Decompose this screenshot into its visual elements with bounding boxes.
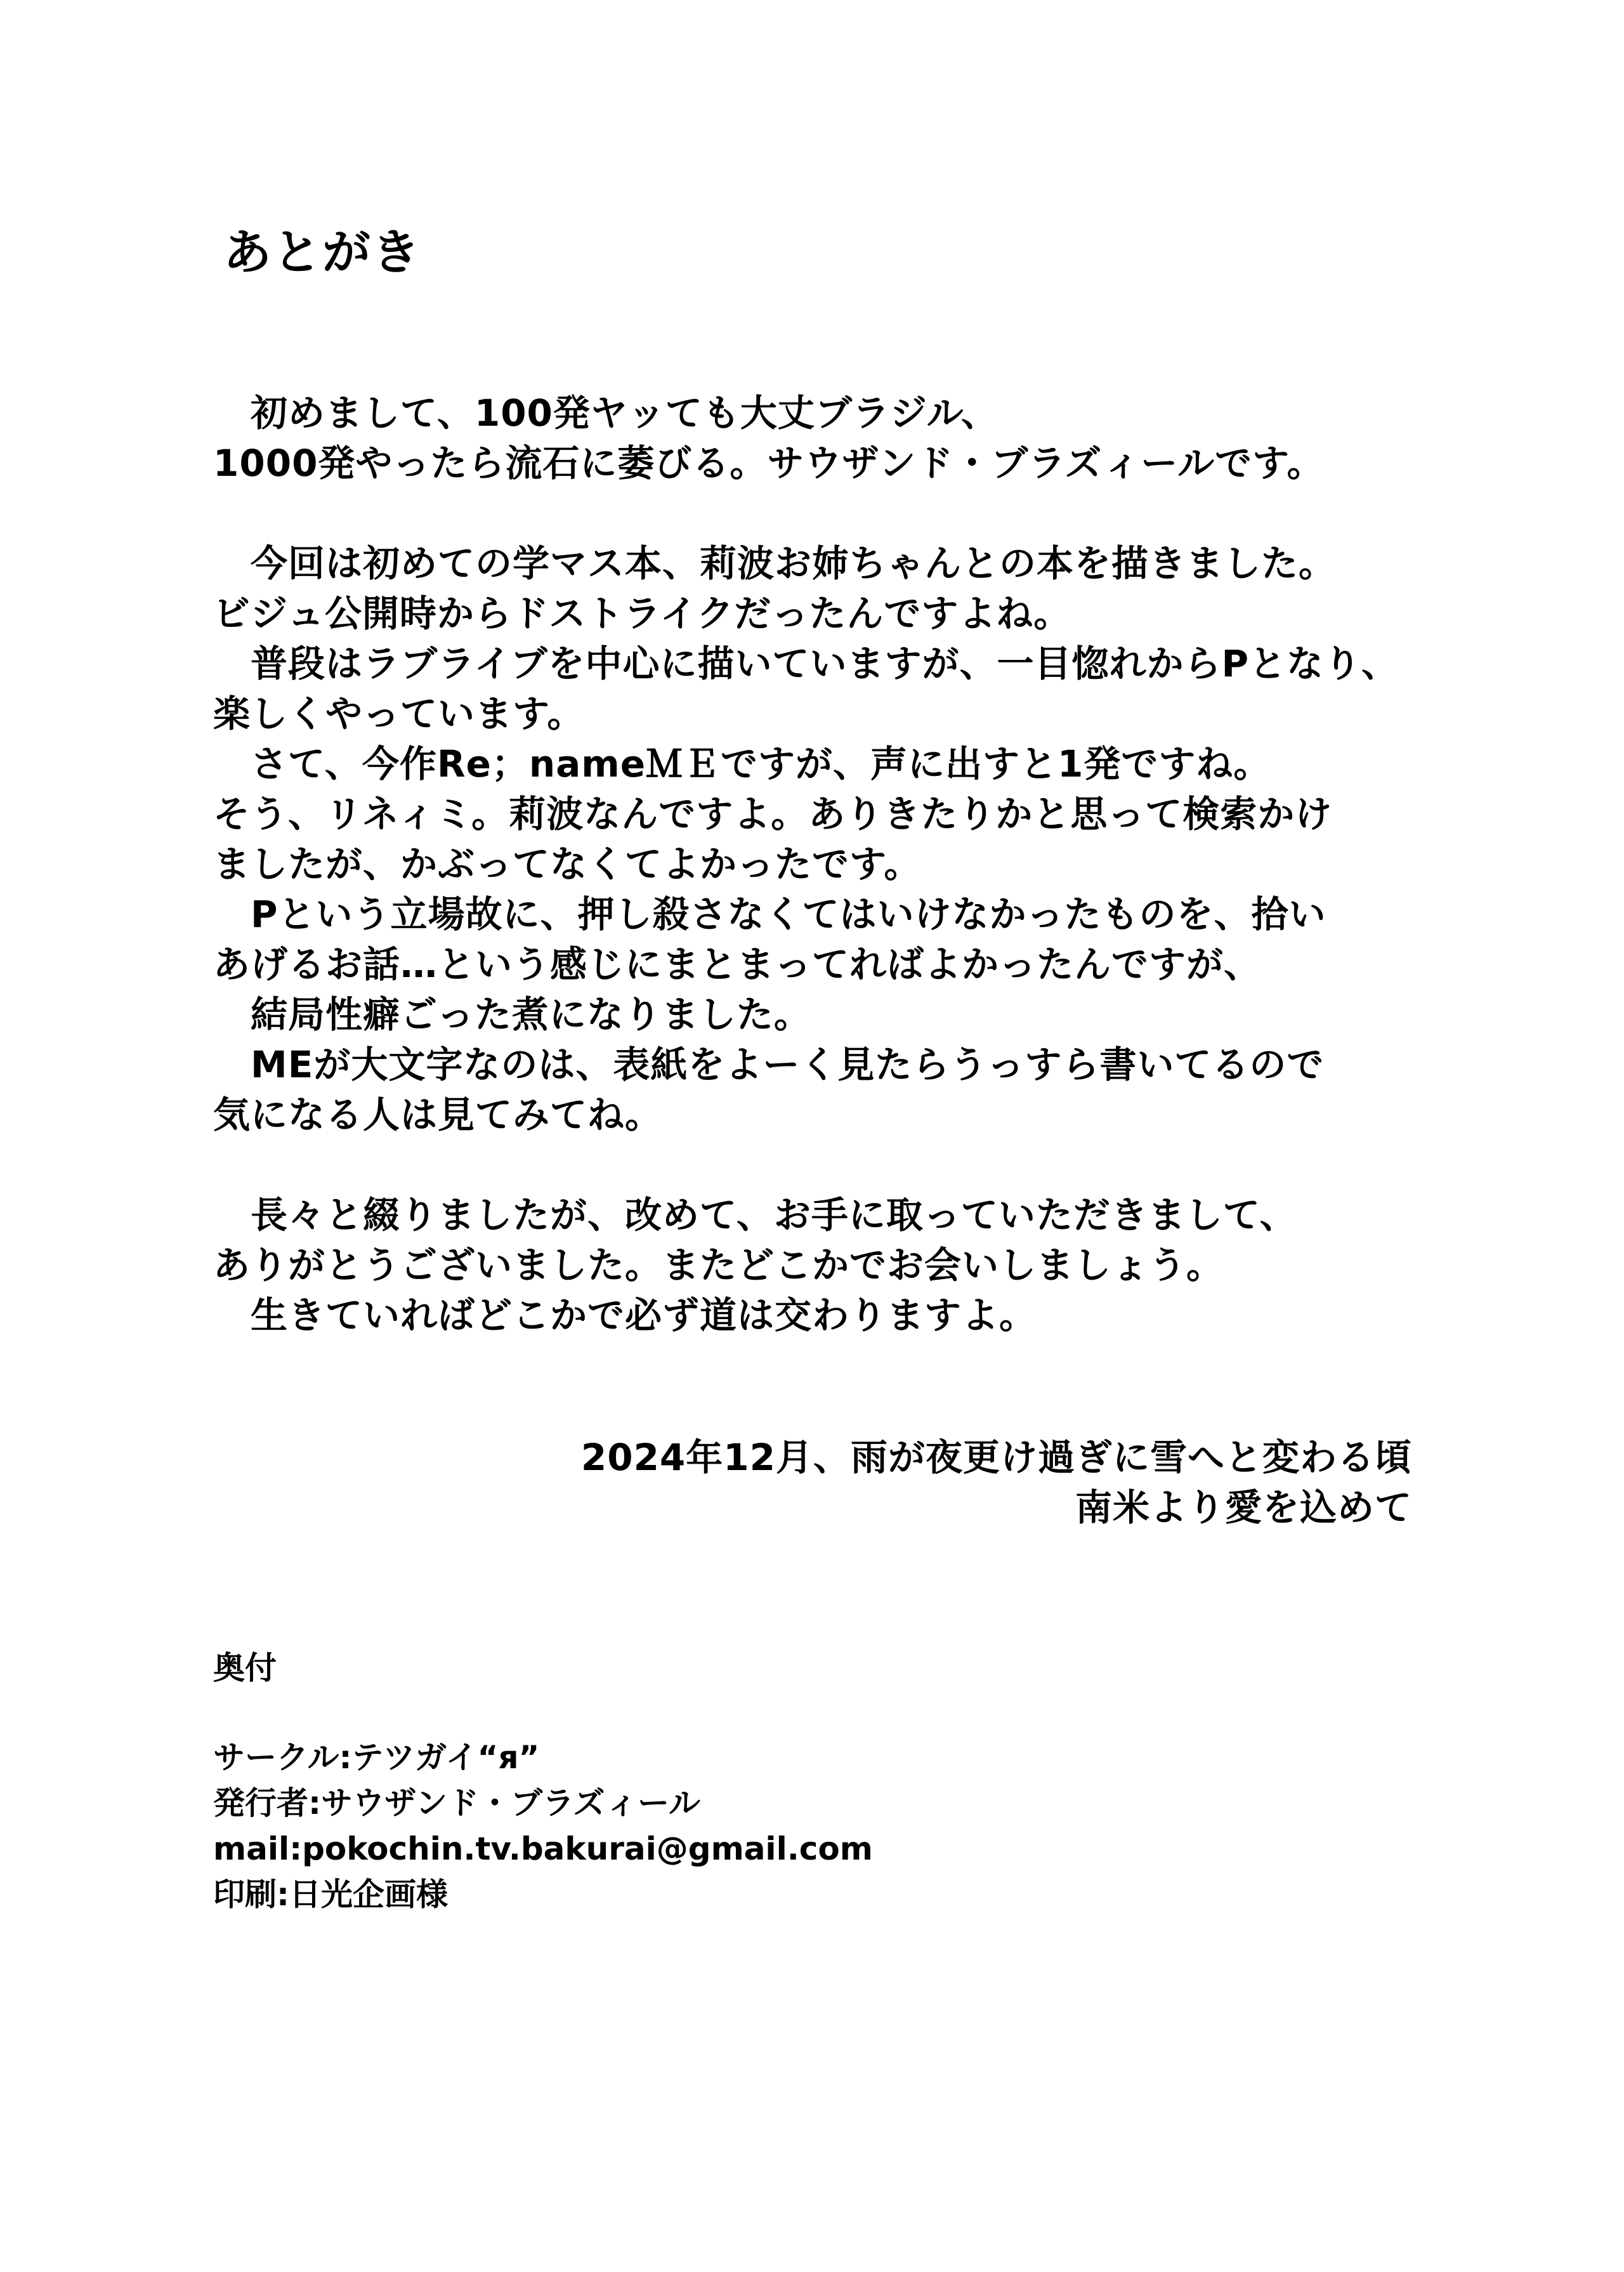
paragraph-break [213,1140,1482,1190]
colophon-mail: mail:pokochin.tv.bakurai@gmail.com [213,1830,873,1867]
body-line: さて、今作Re；nameＭＥですが、声に出すと1発ですね。 [213,742,1271,785]
colophon-circle: サークル:テツガイ“я” [213,1739,540,1776]
body-line: ましたが、かぶってなくてよかったです。 [213,843,922,886]
body-line: そう、リネィミ。莉波なんですよ。ありきたりかと思って検索かけ [213,792,1333,836]
body-line: ビジュ公開時からドストライクだったんですよね。 [213,592,1071,635]
signature-block [581,1433,1412,1533]
body-line: 今回は初めての学マス本、莉波お姉ちゃんとの本を描きました。 [213,542,1337,585]
body-line: あげるお話…という感じにまとまってればよかったんですが、 [213,943,1262,986]
body-line: 生きていればどこかで必ず道は交わりますよ。 [213,1294,1037,1337]
body-line: ありがとうございました。またどこかでお会いしましょう。 [213,1244,1224,1287]
page-title: あとがき [223,224,421,280]
colophon-spacer [213,1690,873,1735]
afterword-body [213,388,1482,1341]
colophon [213,1646,873,1917]
body-line: 普段はラブライブを中心に描いていますが、一目惚れからPとなり、 [213,642,1399,685]
body-line: 長々と綴りましたが、改めて、お手に取っていただきまして、 [213,1193,1297,1237]
colophon-printer: 印刷:日光企画様 [213,1876,448,1913]
body-line: 結局性癖ごった煮になりました。 [213,993,811,1036]
body-line: 気になる人は見てみてね。 [213,1093,663,1136]
colophon-publisher: 発行者:サウザンド・ブラズィール [213,1785,700,1822]
body-line: 初めまして、100発ヤッても大丈ブラジル、 [213,391,999,435]
signature-closing: 南米より愛を込めて [1075,1486,1412,1529]
colophon-heading: 奥付 [213,1650,277,1686]
body-line: MEが大文字なのは、表紙をよーく見たらうっすら書いてるので [213,1043,1325,1086]
paragraph-break [213,489,1482,539]
signature-date: 2024年12月、雨が夜更け過ぎに雪へと変わる頃 [580,1436,1412,1479]
body-line: 1000発やったら流石に萎びる。サウザンド・ブラズィールです。 [213,442,1325,485]
body-line: Pという立場故に、押し殺さなくてはいけなかったものを、拾い [213,893,1326,936]
body-line: 楽しくやっています。 [213,692,585,735]
